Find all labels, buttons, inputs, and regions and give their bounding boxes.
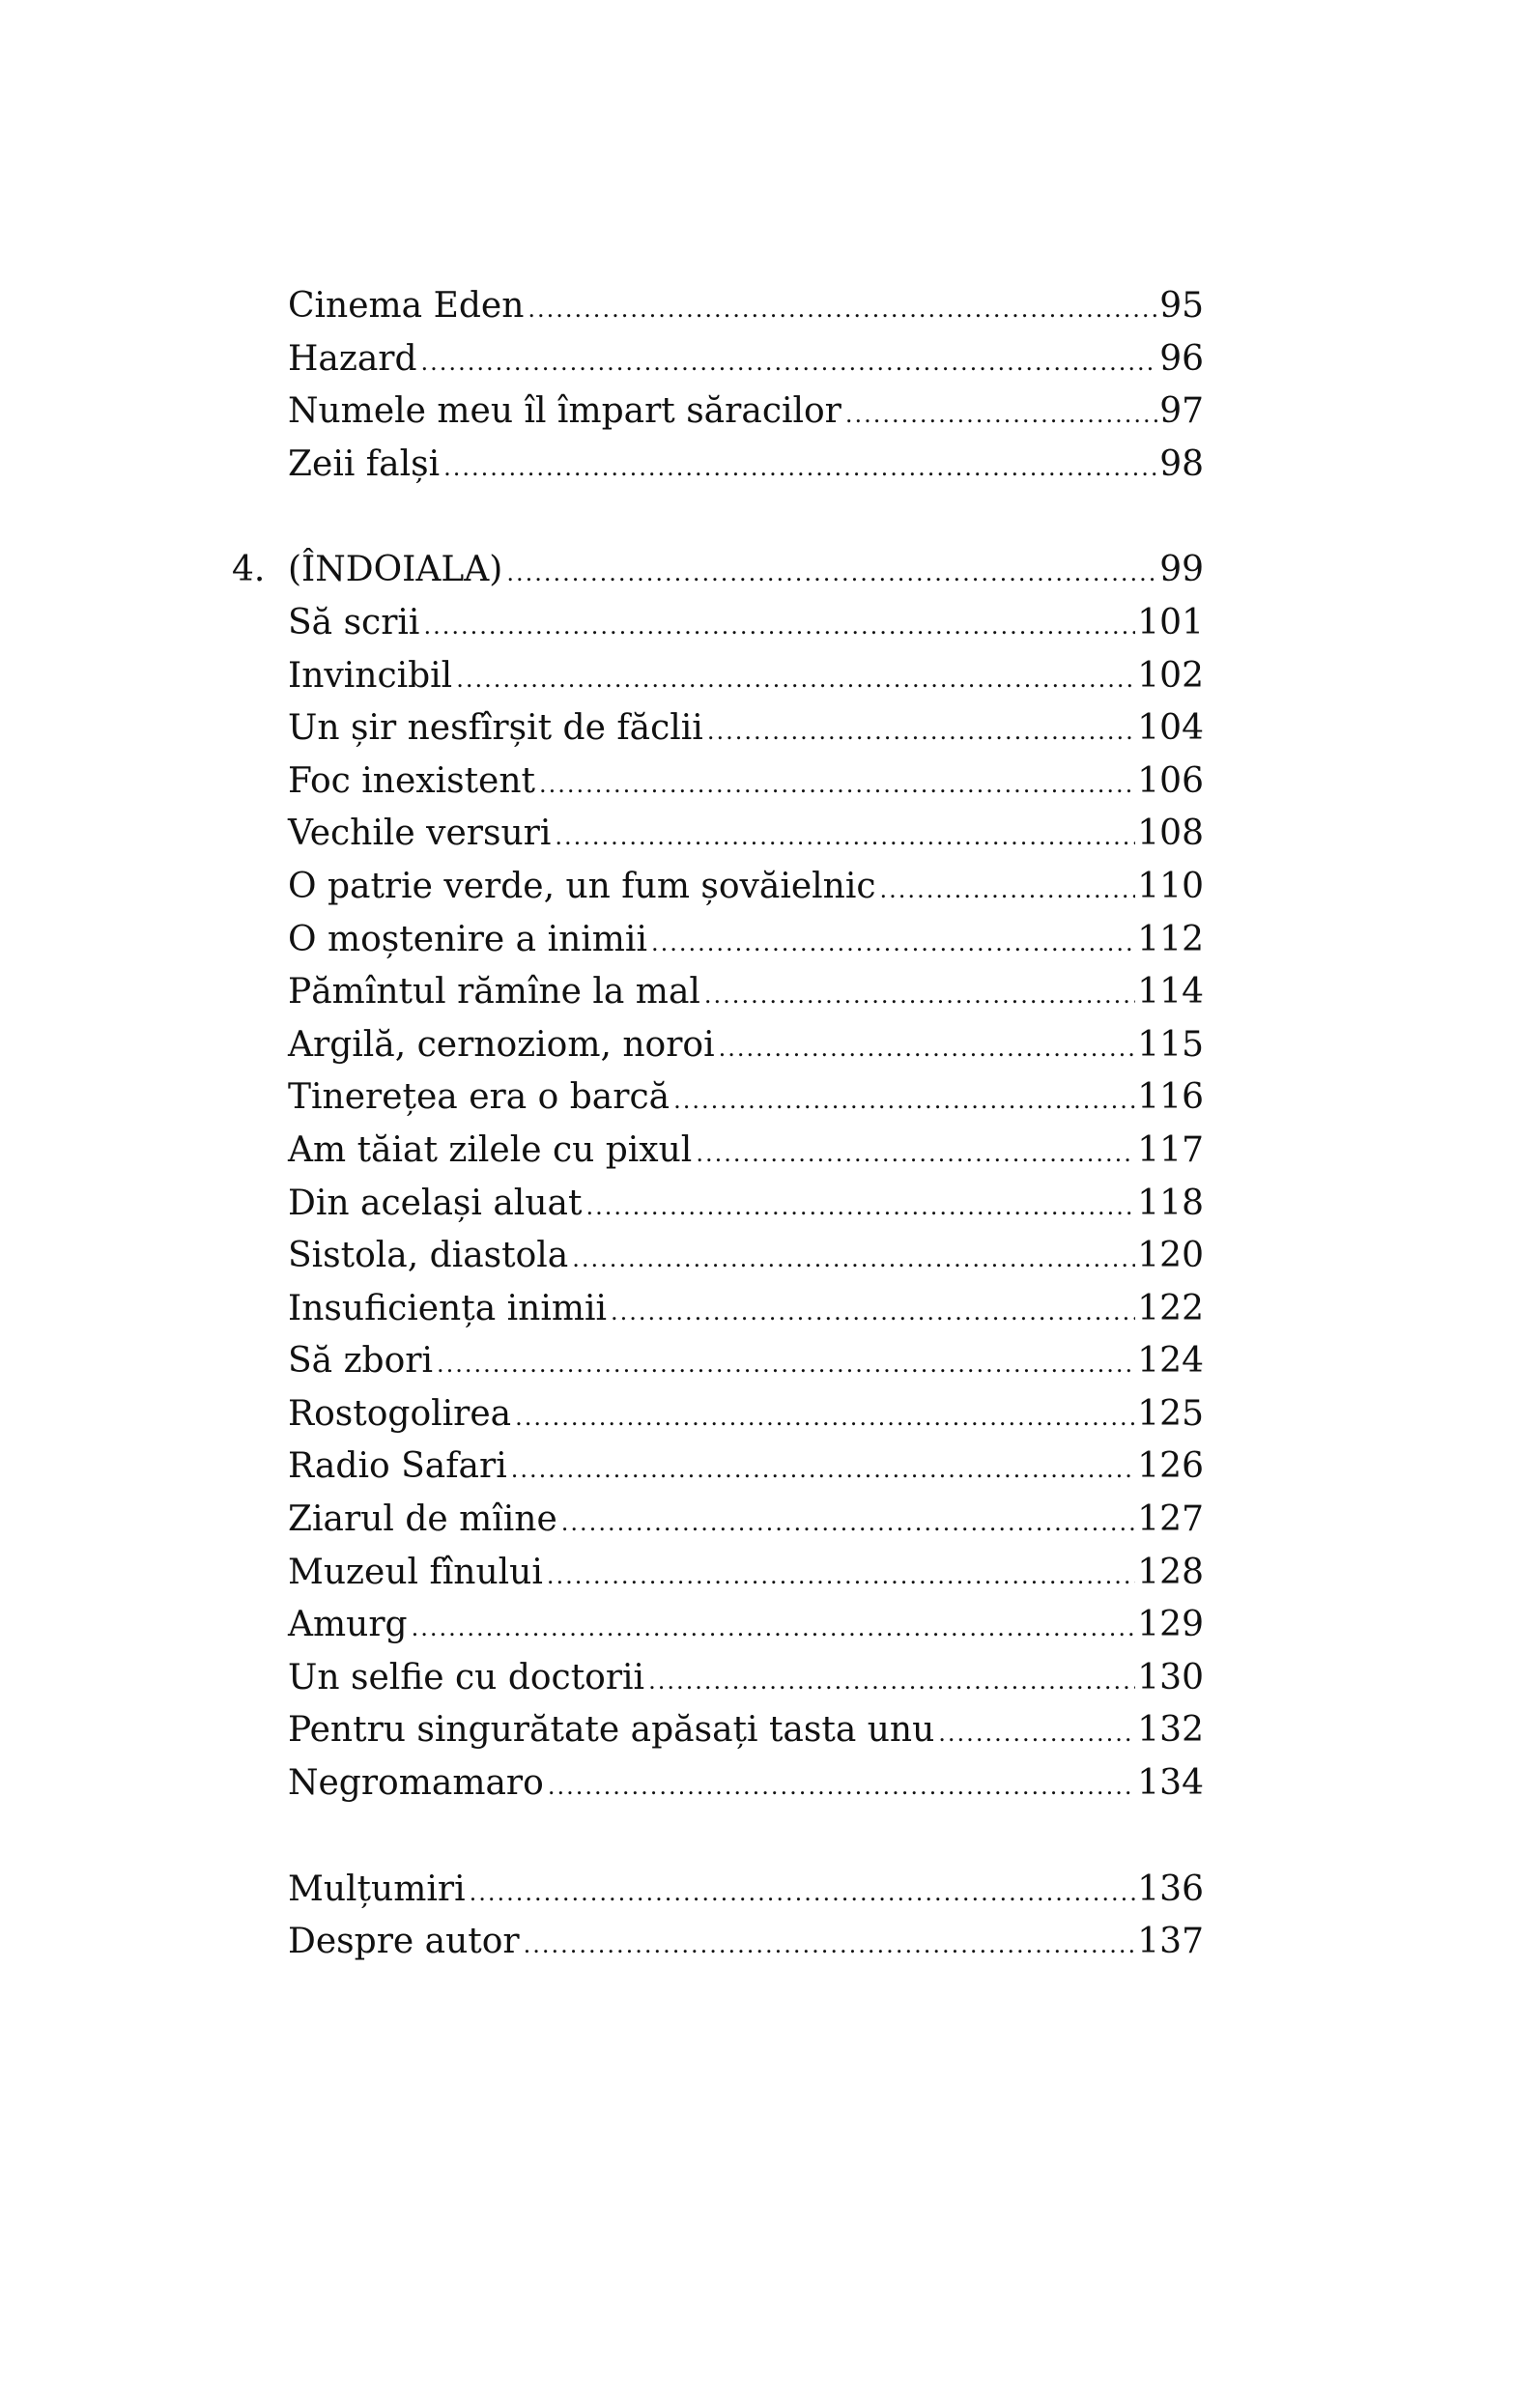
toc-leader-dots bbox=[423, 600, 1135, 653]
toc-entry-page: 130 bbox=[1137, 1657, 1204, 1697]
toc-leader-dots bbox=[938, 1707, 1135, 1760]
toc-entry-page: 122 bbox=[1137, 1288, 1204, 1328]
toc-leader-dots bbox=[470, 1867, 1136, 1920]
toc-entry-title: Numele meu îl împart săracilor bbox=[288, 391, 841, 432]
toc-entry-page: 114 bbox=[1137, 972, 1204, 1013]
toc-entry-title: Vechile versuri bbox=[288, 813, 552, 854]
toc-entry bbox=[232, 1125, 1204, 1178]
toc-entry-title: Argilă, cernoziom, noroi bbox=[288, 1024, 715, 1065]
toc-entry-title: Foc inexistent bbox=[288, 760, 536, 801]
toc-entry bbox=[232, 1283, 1204, 1336]
toc-leader-dots bbox=[511, 1443, 1136, 1497]
toc-group-1 bbox=[232, 280, 1204, 491]
toc-entry bbox=[232, 1864, 1204, 1917]
toc-entry-title: Tinerețea era o barcă bbox=[288, 1077, 670, 1118]
toc-entry-page: 108 bbox=[1137, 813, 1204, 854]
toc-entry bbox=[232, 597, 1204, 650]
toc-leader-dots bbox=[651, 917, 1135, 970]
toc-leader-dots bbox=[555, 811, 1135, 864]
toc-entry bbox=[232, 1178, 1204, 1231]
toc-entry bbox=[232, 650, 1204, 703]
toc-entry-page: 98 bbox=[1159, 443, 1204, 484]
toc-leader-dots bbox=[515, 1391, 1135, 1444]
toc-entry-page: 128 bbox=[1137, 1552, 1204, 1592]
toc-entry bbox=[232, 1599, 1204, 1652]
toc-entry bbox=[232, 1440, 1204, 1494]
toc-entry-title: Cinema Eden bbox=[288, 286, 525, 326]
toc-entry-page: 118 bbox=[1137, 1183, 1204, 1223]
toc-leader-dots bbox=[412, 1602, 1136, 1655]
toc-entry bbox=[232, 280, 1204, 333]
toc-leader-dots bbox=[704, 969, 1135, 1022]
toc-entry-page: 132 bbox=[1137, 1710, 1204, 1751]
toc-entry-page: 95 bbox=[1159, 286, 1204, 326]
toc-entry-page: 137 bbox=[1137, 1922, 1204, 1962]
toc-entry bbox=[232, 702, 1204, 756]
toc-leader-dots bbox=[456, 653, 1135, 706]
toc-leader-dots bbox=[585, 1181, 1135, 1234]
toc-leader-dots bbox=[548, 1760, 1135, 1813]
toc-entry-title: Un șir nesfîrșit de făclii bbox=[288, 708, 703, 749]
toc-entry-page: 136 bbox=[1137, 1868, 1204, 1909]
toc-entry bbox=[232, 1019, 1204, 1072]
section-title: (ÎNDOIALA) bbox=[288, 550, 503, 590]
toc-entry-title: Pămîntul rămîne la mal bbox=[288, 972, 700, 1013]
toc-leader-dots bbox=[561, 1497, 1135, 1550]
toc-entry-title: Amurg bbox=[288, 1605, 408, 1645]
toc-leader-dots bbox=[528, 283, 1157, 336]
toc-leader-dots bbox=[845, 388, 1157, 442]
toc-section-heading bbox=[232, 544, 1204, 597]
toc-entry-title: Hazard bbox=[288, 338, 417, 379]
toc-entry bbox=[232, 1230, 1204, 1283]
toc-entry-title: Rostogolirea bbox=[288, 1393, 512, 1434]
toc-leader-dots bbox=[437, 1338, 1135, 1391]
toc-entry-page: 96 bbox=[1159, 338, 1204, 379]
toc-entry bbox=[232, 966, 1204, 1019]
toc-entry bbox=[232, 1916, 1204, 1969]
toc-entry-page: 125 bbox=[1137, 1393, 1204, 1434]
toc-entry bbox=[232, 385, 1204, 439]
toc-leader-dots bbox=[673, 1074, 1135, 1127]
toc-entry-title: Negromamaro bbox=[288, 1763, 544, 1804]
toc-entry bbox=[232, 861, 1204, 914]
toc-leader-dots bbox=[547, 1550, 1135, 1603]
toc-entry bbox=[232, 914, 1204, 967]
toc-entry-title: Sistola, diastola bbox=[288, 1236, 569, 1276]
toc-leader-dots bbox=[421, 336, 1158, 389]
toc-entry bbox=[232, 808, 1204, 861]
toc-entry-page: 134 bbox=[1137, 1763, 1204, 1804]
toc-leader-dots bbox=[707, 705, 1135, 758]
toc-leader-dots bbox=[719, 1022, 1136, 1075]
toc-entry-title: Zeii falși bbox=[288, 443, 441, 484]
toc-entry bbox=[232, 1388, 1204, 1441]
toc-entry-title: Pentru singurătate apăsați tasta unu bbox=[288, 1710, 935, 1751]
toc-leader-dots bbox=[611, 1286, 1135, 1339]
toc-leader-dots bbox=[880, 864, 1136, 917]
toc-entry bbox=[232, 1335, 1204, 1388]
toc-entry-title: Invincibil bbox=[288, 655, 453, 696]
toc-group-end-matter bbox=[232, 1864, 1204, 1969]
toc-entry-page: 124 bbox=[1137, 1341, 1204, 1382]
toc-entry-page: 110 bbox=[1137, 866, 1204, 906]
toc-entry-title: O patrie verde, un fum șovăielnic bbox=[288, 866, 876, 906]
toc-group-section-4 bbox=[232, 544, 1204, 1810]
toc-entry bbox=[232, 439, 1204, 492]
toc-entry-page: 101 bbox=[1137, 602, 1204, 642]
toc-entry-page: 126 bbox=[1137, 1446, 1204, 1487]
toc-entry-title: Muzeul fînului bbox=[288, 1552, 543, 1592]
toc-entry-page: 104 bbox=[1137, 708, 1204, 749]
toc-entry-page: 112 bbox=[1137, 919, 1204, 959]
toc-entry-title: Mulțumiri bbox=[288, 1868, 466, 1909]
table-of-contents bbox=[232, 280, 1204, 1969]
toc-entry bbox=[232, 333, 1204, 386]
toc-entry bbox=[232, 1704, 1204, 1757]
toc-entry-title: Am tăiat zilele cu pixul bbox=[288, 1129, 693, 1170]
toc-leader-dots bbox=[506, 547, 1157, 600]
toc-entry-title: Să zbori bbox=[288, 1341, 433, 1382]
toc-entry-page: 106 bbox=[1137, 760, 1204, 801]
toc-entry bbox=[232, 1652, 1204, 1705]
toc-entry bbox=[232, 1757, 1204, 1811]
toc-entry-page: 120 bbox=[1137, 1236, 1204, 1276]
toc-entry-page: 102 bbox=[1137, 655, 1204, 696]
toc-entry bbox=[232, 1071, 1204, 1125]
section-page: 99 bbox=[1159, 550, 1204, 590]
toc-entry-title: Din același aluat bbox=[288, 1183, 583, 1223]
toc-leader-dots bbox=[539, 758, 1135, 812]
toc-entry-page: 116 bbox=[1137, 1077, 1204, 1118]
toc-entry-title: Radio Safari bbox=[288, 1446, 507, 1487]
toc-leader-dots bbox=[696, 1127, 1135, 1181]
toc-entry-title: Despre autor bbox=[288, 1922, 520, 1962]
toc-entry bbox=[232, 1494, 1204, 1547]
toc-entry-page: 127 bbox=[1137, 1499, 1204, 1540]
toc-entry-page: 97 bbox=[1159, 391, 1204, 432]
toc-entry-title: O moștenire a inimii bbox=[288, 919, 647, 959]
toc-entry-page: 117 bbox=[1137, 1129, 1204, 1170]
toc-leader-dots bbox=[572, 1233, 1135, 1286]
toc-entry-page: 129 bbox=[1137, 1605, 1204, 1645]
toc-entry-title: Insuficiența inimii bbox=[288, 1288, 607, 1328]
toc-entry-page: 115 bbox=[1137, 1024, 1204, 1065]
toc-leader-dots bbox=[648, 1655, 1135, 1708]
toc-leader-dots bbox=[524, 1919, 1136, 1972]
toc-entry-title: Ziarul de mîine bbox=[288, 1499, 557, 1540]
toc-entry-title: Să scrii bbox=[288, 602, 420, 642]
section-number: 4. bbox=[232, 550, 266, 590]
toc-entry bbox=[232, 756, 1204, 809]
toc-entry bbox=[232, 1547, 1204, 1600]
toc-leader-dots bbox=[443, 442, 1157, 495]
toc-entry-title: Un selfie cu doctorii bbox=[288, 1657, 645, 1697]
